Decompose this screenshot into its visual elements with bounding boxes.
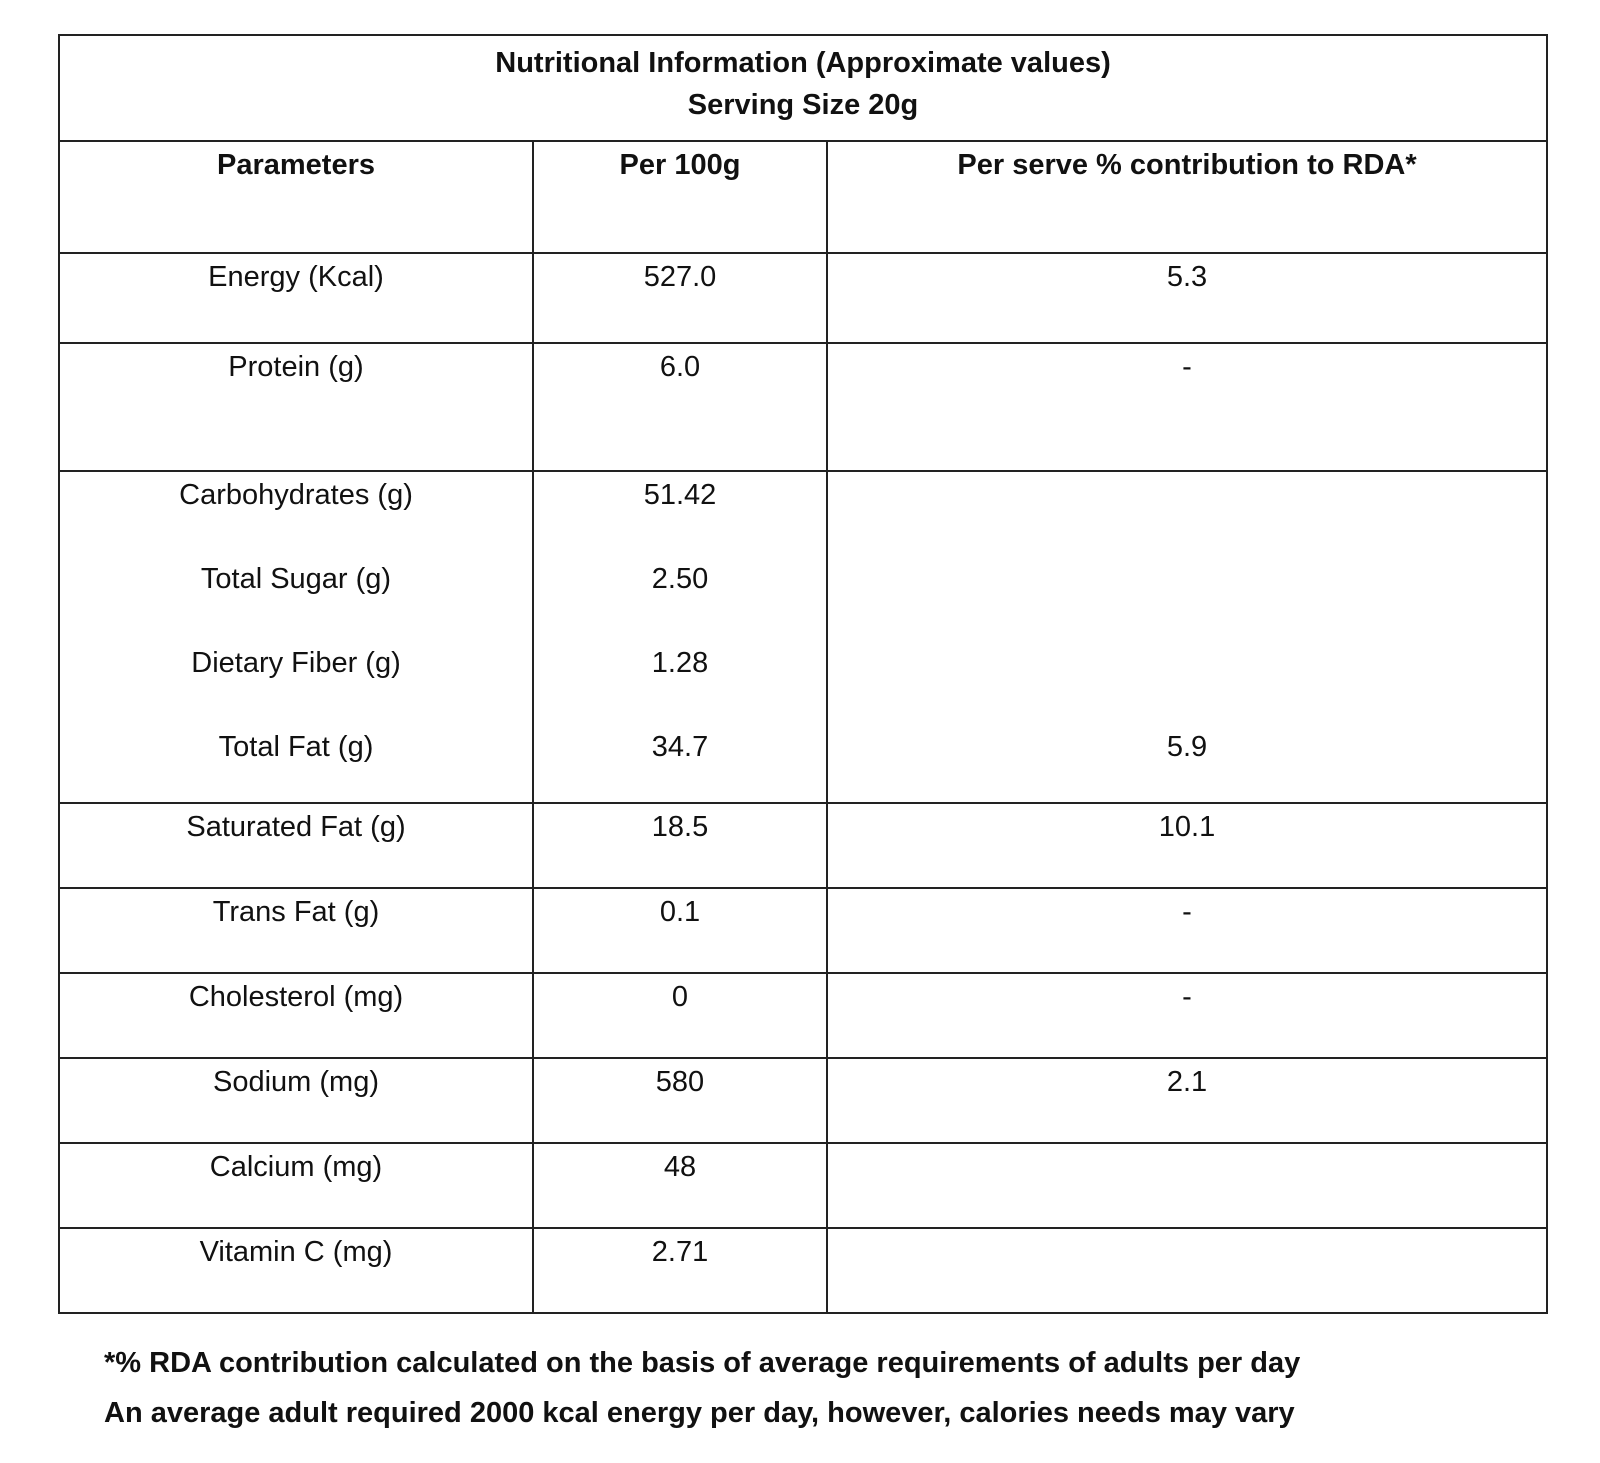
table-row [59, 343, 1547, 471]
row-group-rda [827, 471, 1547, 803]
table-row [59, 1058, 1547, 1143]
row-cholesterol-name: Cholesterol (mg) [59, 973, 533, 1058]
table-row [59, 1228, 1547, 1313]
footnote-energy: An average adult required 2000 kcal energy per day, however, calories needs may vary [104, 1397, 1295, 1429]
row-energy-per100g: 527.0 [533, 253, 827, 343]
row-energy-name: Energy (Kcal) [59, 253, 533, 343]
row-fiber-rda [828, 646, 1546, 680]
row-fiber-name: Dietary Fiber (g) [191, 647, 401, 679]
row-sodium-rda: 2.1 [827, 1058, 1547, 1143]
row-carbs-per100g: 51.42 [643, 479, 717, 511]
row-cholesterol-per100g: 0 [533, 973, 827, 1058]
row-energy-rda: 5.3 [827, 253, 1547, 343]
row-satfat-rda: 10.1 [827, 803, 1547, 888]
table-row [59, 888, 1547, 973]
row-transfat-per100g: 0.1 [533, 888, 827, 973]
row-sugar-per100g: 2.50 [651, 563, 709, 595]
row-calcium-name: Calcium (mg) [59, 1143, 533, 1228]
row-carbs-rda [828, 478, 1546, 512]
row-fat-rda: 5.9 [1166, 731, 1208, 763]
row-cholesterol-rda: - [827, 973, 1547, 1058]
nutrition-table [58, 34, 1548, 1314]
row-carbs-name: Carbohydrates (g) [179, 479, 413, 511]
row-vitaminc-per100g: 2.71 [533, 1228, 827, 1313]
row-transfat-rda: - [827, 888, 1547, 973]
table-row [59, 1143, 1547, 1228]
row-fiber-per100g: 1.28 [651, 647, 709, 679]
row-protein-name: Protein (g) [59, 343, 533, 471]
row-calcium-per100g: 48 [533, 1143, 827, 1228]
header-parameters: Parameters [59, 141, 533, 253]
row-vitaminc-rda [827, 1228, 1547, 1313]
title-row [59, 35, 1547, 141]
row-group-names [59, 471, 533, 803]
row-satfat-per100g: 18.5 [533, 803, 827, 888]
row-sugar-rda [828, 562, 1546, 596]
header-row [59, 141, 1547, 253]
row-fat-name: Total Fat (g) [218, 731, 374, 763]
table-title [59, 35, 1547, 141]
table-row [59, 973, 1547, 1058]
table-row [59, 803, 1547, 888]
table-title-line1: Nutritional Information (Approximate values) [495, 47, 1111, 79]
row-vitaminc-name: Vitamin C (mg) [59, 1228, 533, 1313]
row-calcium-rda [827, 1143, 1547, 1228]
footnote-rda: *% RDA contribution calculated on the basis of average requirements of adults per day [104, 1347, 1301, 1379]
row-protein-per100g: 6.0 [533, 343, 827, 471]
row-sugar-name: Total Sugar (g) [200, 563, 392, 595]
row-transfat-name: Trans Fat (g) [59, 888, 533, 973]
table-row-group-carbs-fat [59, 471, 1547, 803]
row-sodium-per100g: 580 [533, 1058, 827, 1143]
row-satfat-name: Saturated Fat (g) [59, 803, 533, 888]
header-rda: Per serve % contribution to RDA* [827, 141, 1547, 253]
row-sodium-name: Sodium (mg) [59, 1058, 533, 1143]
serving-size: Serving Size 20g [687, 89, 919, 121]
header-per-100g: Per 100g [533, 141, 827, 253]
row-group-per100g [533, 471, 827, 803]
row-fat-per100g: 34.7 [651, 731, 709, 763]
table-row [59, 253, 1547, 343]
row-protein-rda: - [827, 343, 1547, 471]
